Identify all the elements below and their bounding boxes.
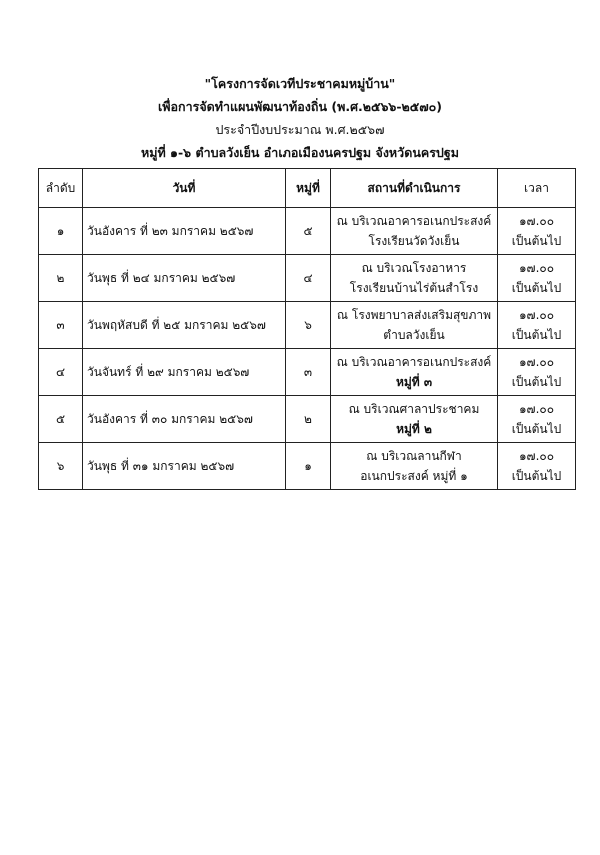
header-no: ลำดับ (39, 169, 83, 208)
row-time (498, 443, 576, 490)
row-place (331, 396, 498, 443)
row-moo: ๖ (286, 302, 331, 349)
row-date: วันจันทร์ ที่ ๒๙ มกราคม ๒๕๖๗ (83, 349, 286, 396)
header-place: สถานที่ดำเนินการ (331, 169, 498, 208)
header-date: วันที่ (83, 169, 286, 208)
schedule-table (38, 168, 576, 490)
row-place (331, 208, 498, 255)
table-row (39, 255, 576, 302)
table-row (39, 443, 576, 490)
row-moo: ๑ (286, 443, 331, 490)
place-line-1: ณ บริเวณศาลาประชาคม (348, 402, 480, 416)
time-line-1: ๑๗.๐๐ (518, 402, 555, 416)
place-line-1: ณ บริเวณอาคารอเนกประสงค์ (336, 355, 492, 369)
time-line-2: เป็นต้นไป (511, 234, 562, 248)
table-row (39, 349, 576, 396)
row-no: ๑ (39, 208, 83, 255)
location-line: หมู่ที่ ๑-๖ ตำบลวังเย็น อำเภอเมืองนครปฐม จังหวัดนครปฐม (140, 145, 460, 160)
row-place (331, 302, 498, 349)
place-line-2: ตำบลวังเย็น (383, 328, 445, 342)
place-line-1: ณ บริเวณลานกีฬา (366, 449, 462, 463)
place-line-1: ณ บริเวณโรงอาหาร (361, 261, 467, 275)
row-moo: ๒ (286, 396, 331, 443)
time-line-2: เป็นต้นไป (511, 281, 562, 295)
time-line-1: ๑๗.๐๐ (518, 261, 555, 275)
document-header (0, 72, 600, 164)
row-moo: ๔ (286, 255, 331, 302)
table-header-row (39, 169, 576, 208)
time-line-2: เป็นต้นไป (511, 328, 562, 342)
time-line-1: ๑๗.๐๐ (518, 214, 555, 228)
row-moo: ๕ (286, 208, 331, 255)
time-line-2: เป็นต้นไป (511, 469, 562, 483)
project-purpose: เพื่อการจัดทำแผนพัฒนาท้องถิ่น (พ.ศ.๒๕๖๖-๒๕๗๐) (158, 99, 442, 114)
place-line-1: ณ บริเวณอาคารอเนกประสงค์ (336, 214, 492, 228)
place-line-2: อเนกประสงค์ หมู่ที่ ๑ (360, 469, 468, 483)
row-time (498, 255, 576, 302)
row-place (331, 349, 498, 396)
row-time (498, 349, 576, 396)
fiscal-year: ประจำปีงบประมาณ พ.ศ.๒๕๖๗ (215, 122, 385, 137)
row-time (498, 302, 576, 349)
table-row (39, 208, 576, 255)
place-line-2: หมู่ที่ ๓ (395, 375, 433, 389)
time-line-2: เป็นต้นไป (511, 375, 562, 389)
header-time: เวลา (498, 169, 576, 208)
place-line-1: ณ โรงพยาบาลส่งเสริมสุขภาพ (336, 308, 492, 322)
row-no: ๕ (39, 396, 83, 443)
row-place (331, 255, 498, 302)
time-line-1: ๑๗.๐๐ (518, 308, 555, 322)
row-date: วันพุธ ที่ ๓๑ มกราคม ๒๕๖๗ (83, 443, 286, 490)
row-time (498, 208, 576, 255)
row-no: ๖ (39, 443, 83, 490)
row-moo: ๓ (286, 349, 331, 396)
row-date: วันอังคาร ที่ ๒๓ มกราคม ๒๕๖๗ (83, 208, 286, 255)
row-place (331, 443, 498, 490)
table-row (39, 396, 576, 443)
row-no: ๔ (39, 349, 83, 396)
table-row (39, 302, 576, 349)
row-date: วันอังคาร ที่ ๓๐ มกราคม ๒๕๖๗ (83, 396, 286, 443)
time-line-2: เป็นต้นไป (511, 422, 562, 436)
row-time (498, 396, 576, 443)
time-line-1: ๑๗.๐๐ (518, 355, 555, 369)
header-moo: หมู่ที่ (286, 169, 331, 208)
row-date: วันพุธ ที่ ๒๔ มกราคม ๒๕๖๗ (83, 255, 286, 302)
row-date: วันพฤหัสบดี ที่ ๒๕ มกราคม ๒๕๖๗ (83, 302, 286, 349)
time-line-1: ๑๗.๐๐ (518, 449, 555, 463)
project-title: "โครงการจัดเวทีประชาคมหมู่บ้าน" (204, 76, 396, 91)
place-line-2: โรงเรียนวัดวังเย็น (368, 234, 460, 248)
place-line-2: หมู่ที่ ๒ (396, 422, 432, 436)
row-no: ๓ (39, 302, 83, 349)
place-line-2: โรงเรียนบ้านไร่ต้นสำโรง (349, 281, 479, 295)
row-no: ๒ (39, 255, 83, 302)
